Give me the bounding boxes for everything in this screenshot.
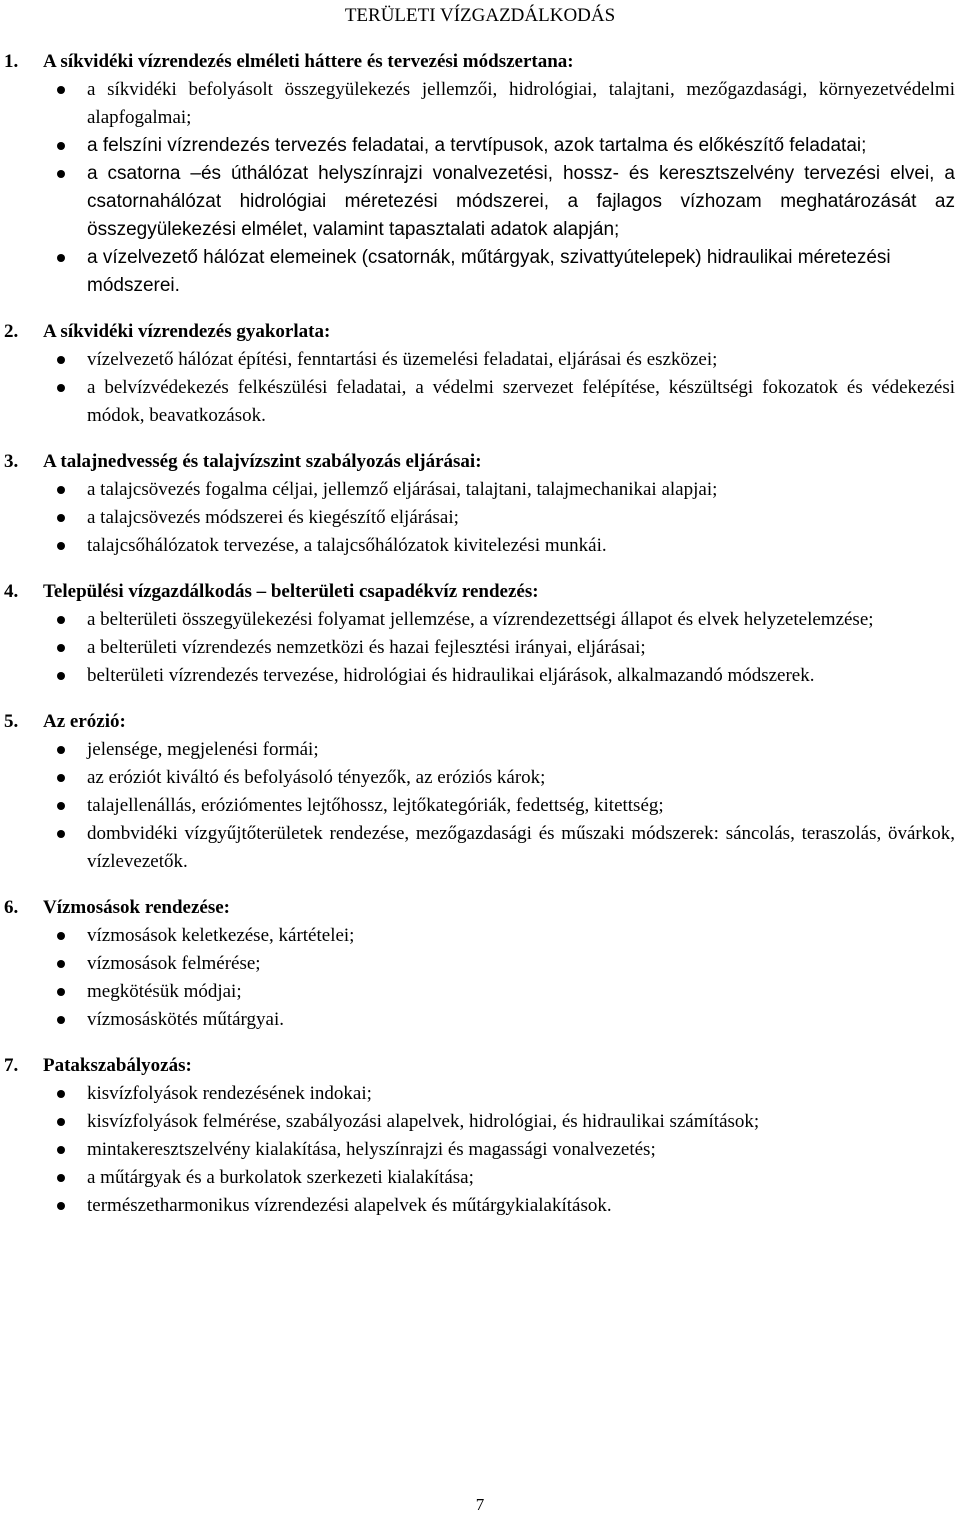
bullet-icon <box>57 644 65 652</box>
list-item-text: belterületi vízrendezés tervezése, hidrológiai és hidraulikai eljárások, alkalmazandó módszerek. <box>87 665 815 686</box>
list-item-text: a belterületi vízrendezés nemzetközi és hazai fejlesztési irányai, eljárásai; <box>87 637 646 658</box>
section-number: 5. <box>4 711 19 732</box>
list-item-text: a talajcsövezés módszerei és kiegészítő eljárásai; <box>87 507 459 528</box>
list-item-text: természetharmonikus vízrendezési alapelvek és műtárgykialakítások. <box>87 1195 612 1216</box>
bullet-icon <box>57 774 65 782</box>
list-item-text: talajcsőhálózatok tervezése, a talajcsőhálózatok kivitelezési munkái. <box>87 535 607 556</box>
list-item <box>0 736 960 764</box>
section-number: 4. <box>4 581 19 602</box>
section-5 <box>0 708 960 876</box>
list-item <box>0 634 960 662</box>
list-item <box>0 606 960 634</box>
list-item-text: vízmosások felmérése; <box>87 953 261 974</box>
section-4 <box>0 578 960 690</box>
section-heading <box>0 48 960 76</box>
list-item <box>0 922 960 950</box>
bullet-icon <box>57 514 65 522</box>
list-item <box>0 1192 960 1220</box>
list-item-text: a vízelvezető hálózat elemeinek (csatornák, műtárgyak, szivattyútelepek) hidraulikai méretezési módszerei. <box>87 247 891 296</box>
section-number: 1. <box>4 51 19 72</box>
section-6 <box>0 894 960 1034</box>
list-item-text: a síkvidéki befolyásolt összegyülekezés jellemzői, hidrológiai, talajtani, mezőgazdasági, környezetvédelmi alapfogalmai; <box>87 79 955 128</box>
list-item <box>0 504 960 532</box>
bullet-list <box>0 76 960 300</box>
list-item <box>0 244 960 300</box>
list-item <box>0 132 960 160</box>
list-item <box>0 374 960 430</box>
list-item <box>0 1164 960 1192</box>
bullet-icon <box>57 802 65 810</box>
sections-container <box>0 48 960 1238</box>
bullet-icon <box>57 384 65 392</box>
list-item-text: a csatorna –és úthálózat helyszínrajzi vonalvezetési, hossz- és keresztszelvény tervezési elvei, a csatornahálózat hidrológiai méretezési módszerei, a fajlagos vízhozam meghatározását az összegyülekezési elmélet, valamint tapasztalati adatok alapján; <box>87 163 955 240</box>
bullet-icon <box>57 86 65 94</box>
bullet-icon <box>57 254 65 262</box>
section-heading-text: A síkvidéki vízrendezés elméleti háttere és tervezési módszertana: <box>43 51 574 72</box>
section-3 <box>0 448 960 560</box>
page-title: TERÜLETI VÍZGAZDÁLKODÁS <box>344 5 616 26</box>
bullet-icon <box>57 1016 65 1024</box>
list-item <box>0 346 960 374</box>
bullet-icon <box>57 142 65 150</box>
section-7 <box>0 1052 960 1220</box>
list-item-text: az eróziót kiváltó és befolyásoló tényezők, az eróziós károk; <box>87 767 546 788</box>
section-heading-text: Patakszabályozás: <box>43 1055 192 1076</box>
bullet-icon <box>57 1090 65 1098</box>
list-item-text: jelensége, megjelenési formái; <box>87 739 319 760</box>
list-item-text: talajellenállás, eróziómentes lejtőhossz, lejtőkategóriák, fedettség, kitettség; <box>87 795 664 816</box>
list-item <box>0 764 960 792</box>
list-item <box>0 662 960 690</box>
list-item-text: vízelvezető hálózat építési, fenntartási és üzemelési feladatai, eljárásai és eszközei; <box>87 349 718 370</box>
list-item <box>0 1006 960 1034</box>
list-item <box>0 76 960 132</box>
list-item-text: vízmosáskötés műtárgyai. <box>87 1009 285 1030</box>
list-item <box>0 532 960 560</box>
section-heading-text: Települési vízgazdálkodás – belterületi csapadékvíz rendezés: <box>43 581 539 602</box>
list-item <box>0 1108 960 1136</box>
section-heading <box>0 708 960 736</box>
list-item <box>0 978 960 1006</box>
list-item-text: mintakeresztszelvény kialakítása, helyszínrajzi és magassági vonalvezetés; <box>87 1139 656 1160</box>
bullet-icon <box>57 672 65 680</box>
section-2 <box>0 318 960 430</box>
bullet-list <box>0 1080 960 1220</box>
list-item <box>0 476 960 504</box>
bullet-icon <box>57 1202 65 1210</box>
list-item <box>0 950 960 978</box>
list-item-text: kisvízfolyások rendezésének indokai; <box>87 1083 372 1104</box>
bullet-list <box>0 922 960 1034</box>
bullet-icon <box>57 746 65 754</box>
section-heading <box>0 448 960 476</box>
bullet-icon <box>57 1174 65 1182</box>
list-item-text: a talajcsövezés fogalma céljai, jellemző eljárásai, talajtani, talajmechanikai alapjai; <box>87 479 718 500</box>
section-heading-text: A talajnedvesség és talajvízszint szabályozás eljárásai: <box>43 451 482 472</box>
section-number: 2. <box>4 321 19 342</box>
list-item-text: dombvidéki vízgyűjtőterületek rendezése, mezőgazdasági és műszaki módszerek: sáncolás, teraszolás, övárkok, vízlevezetők. <box>87 823 955 872</box>
bullet-icon <box>57 932 65 940</box>
section-heading <box>0 578 960 606</box>
page-number: 7 <box>475 1495 485 1514</box>
bullet-list <box>0 476 960 560</box>
section-heading-text: Vízmosások rendezése: <box>43 897 230 918</box>
list-item-text: a felszíni vízrendezés tervezés feladatai, a tervtípusok, azok tartalma és előkészítő feladatai; <box>87 135 867 156</box>
list-item-text: megkötésük módjai; <box>87 981 242 1002</box>
bullet-icon <box>57 960 65 968</box>
section-number: 3. <box>4 451 19 472</box>
list-item-text: a belvízvédekezés felkészülési feladatai, a védelmi szervezet felépítése, készültségi fokozatok és védekezési módok, beavatkozások. <box>87 377 955 426</box>
bullet-icon <box>57 988 65 996</box>
bullet-icon <box>57 1146 65 1154</box>
bullet-icon <box>57 486 65 494</box>
bullet-icon <box>57 356 65 364</box>
list-item <box>0 1136 960 1164</box>
bullet-icon <box>57 616 65 624</box>
list-item <box>0 820 960 876</box>
section-heading <box>0 318 960 346</box>
list-item-text: vízmosások keletkezése, kártételei; <box>87 925 355 946</box>
list-item <box>0 160 960 244</box>
bullet-list <box>0 606 960 690</box>
bullet-list <box>0 346 960 430</box>
section-heading <box>0 894 960 922</box>
list-item-text: kisvízfolyások felmérése, szabályozási alapelvek, hidrológiai, és hidraulikai számítások; <box>87 1111 760 1132</box>
section-number: 6. <box>4 897 19 918</box>
list-item <box>0 1080 960 1108</box>
bullet-icon <box>57 170 65 178</box>
list-item-text: a belterületi összegyülekezési folyamat jellemzése, a vízrendezettségi állapot és elvek helyzetelemzése; <box>87 609 874 630</box>
bullet-icon <box>57 542 65 550</box>
section-heading-text: Az erózió: <box>43 711 126 732</box>
bullet-list <box>0 736 960 876</box>
section-heading <box>0 1052 960 1080</box>
section-heading-text: A síkvidéki vízrendezés gyakorlata: <box>43 321 331 342</box>
bullet-icon <box>57 830 65 838</box>
section-1 <box>0 48 960 300</box>
bullet-icon <box>57 1118 65 1126</box>
list-item <box>0 792 960 820</box>
section-number: 7. <box>4 1055 19 1076</box>
list-item-text: a műtárgyak és a burkolatok szerkezeti kialakítása; <box>87 1167 474 1188</box>
